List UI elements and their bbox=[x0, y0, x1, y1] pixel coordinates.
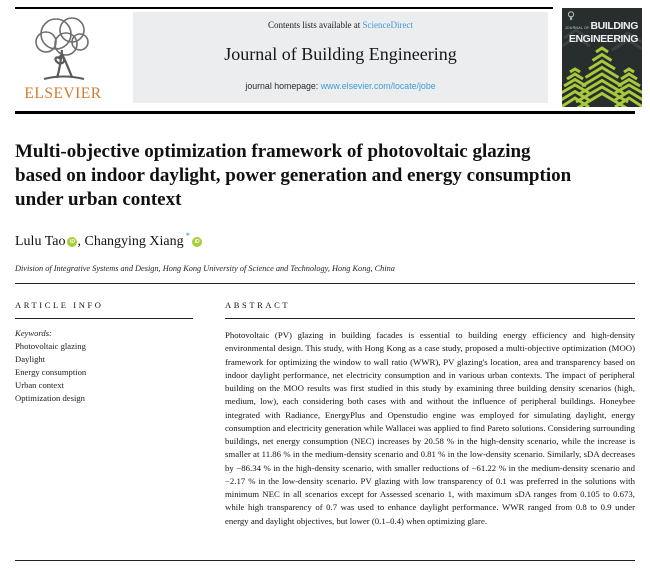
homepage-url-link[interactable]: www.elsevier.com/locate/jobe bbox=[320, 81, 436, 91]
corresponding-author-asterisk[interactable]: * bbox=[185, 231, 191, 241]
byline-divider-rule bbox=[15, 283, 635, 284]
author-name-1: Lulu Tao bbox=[15, 234, 66, 249]
author-separator: , bbox=[77, 234, 85, 249]
journal-banner bbox=[133, 12, 548, 103]
homepage-prefix: journal homepage: bbox=[245, 81, 321, 91]
homepage-line bbox=[133, 81, 548, 91]
keyword-item: Photovoltaic glazing bbox=[15, 341, 86, 351]
elsevier-tree-icon bbox=[26, 12, 100, 84]
keywords-block bbox=[15, 327, 205, 405]
cover-title-word2: ENGINEERING bbox=[568, 33, 638, 45]
elsevier-logo-text: ELSEVIER bbox=[24, 85, 102, 102]
top-rule bbox=[15, 7, 553, 9]
article-info-rule bbox=[15, 318, 193, 319]
abstract-rule bbox=[225, 318, 635, 319]
elsevier-logo bbox=[18, 12, 108, 104]
abstract-text: Photovoltaic (PV) glazing in building facades is essential to building energy efficiency and high-density environmental design. This study, with Hong Kong as a case study, proposed a multi-objective optimization (MOO) framework for optimizing the window to wall ratio (WWR), PV glazing's location, area and transparency based on indoor daylight performance, net electricity consumption and in various urban contexts. The impact of peripheral building on the MOO results was first studied in this study by examining three building density scenarios (high, medium, low), each considering both cases with and without the influence of peripheral buildings. Honeybee integrated with Radiance, EnergyPlus and Openstudio engine was employed for simulating daylight, energy consumption and electricity generation while Wallacei was applied to find Pareto solutions. Considering surrounding buildings, net energy consumption (NEC) increases by 20.58 % in the high-density scenario, while the increase is smaller at 11.86 % in the medium-density scenario and 0.81 % in the low-density scenario. Similarly, sDA decreases by −86.34 % in the high-density scenario, with smaller reductions of −61.22 % in the medium-density scenario and −2.17 % in the low-density scenario. PV glazing with low transparency of 0.1 was preferred in the solutions with minimum NEC in all scenarios except for Assessed scenario 1, with maximum sDA ranges from 0.105 to 0.673, while high transparency of 0.7 was used to enhance daylight performance. WWR ranged from 0.8 to 0.9 under energy and daylight objectives, but lower (0.1–0.4) when optimizing glare. bbox=[225, 330, 635, 526]
affiliation: Division of Integrative Systems and Design, Hong Kong University of Science and Technology, Hong Kong, China bbox=[15, 264, 395, 273]
keyword-item: Daylight bbox=[15, 354, 46, 364]
keyword-item: Energy consumption bbox=[15, 367, 87, 377]
keyword-item: Optimization design bbox=[15, 393, 85, 403]
cover-title-word1: BUILDING bbox=[590, 20, 638, 32]
contents-line bbox=[133, 20, 548, 30]
header-divider-rule bbox=[15, 111, 635, 114]
journal-title: Journal of Building Engineering bbox=[224, 44, 457, 64]
author-line bbox=[15, 231, 202, 250]
author-name-2: Changying Xiang bbox=[84, 234, 184, 249]
bottom-rule bbox=[15, 560, 635, 561]
orcid-icon[interactable]: iD bbox=[192, 237, 202, 247]
keyword-item: Urban context bbox=[15, 380, 64, 390]
sciencedirect-link[interactable]: ScienceDirect bbox=[362, 20, 413, 30]
cover-journal-of: JOURNAL OF bbox=[564, 26, 590, 30]
article-title: Multi-objective optimization framework of photovoltaic glazing based on indoor daylight, power generation and energy consumption under urban context bbox=[15, 141, 572, 210]
keywords-label: Keywords: bbox=[15, 328, 52, 338]
article-info-heading: ARTICLE INFO bbox=[15, 300, 104, 310]
abstract-heading: ABSTRACT bbox=[225, 300, 291, 310]
orcid-icon[interactable]: iD bbox=[67, 237, 77, 247]
cover-title bbox=[565, 20, 638, 44]
journal-cover[interactable] bbox=[562, 8, 642, 107]
contents-prefix: Contents lists available at bbox=[268, 20, 363, 30]
